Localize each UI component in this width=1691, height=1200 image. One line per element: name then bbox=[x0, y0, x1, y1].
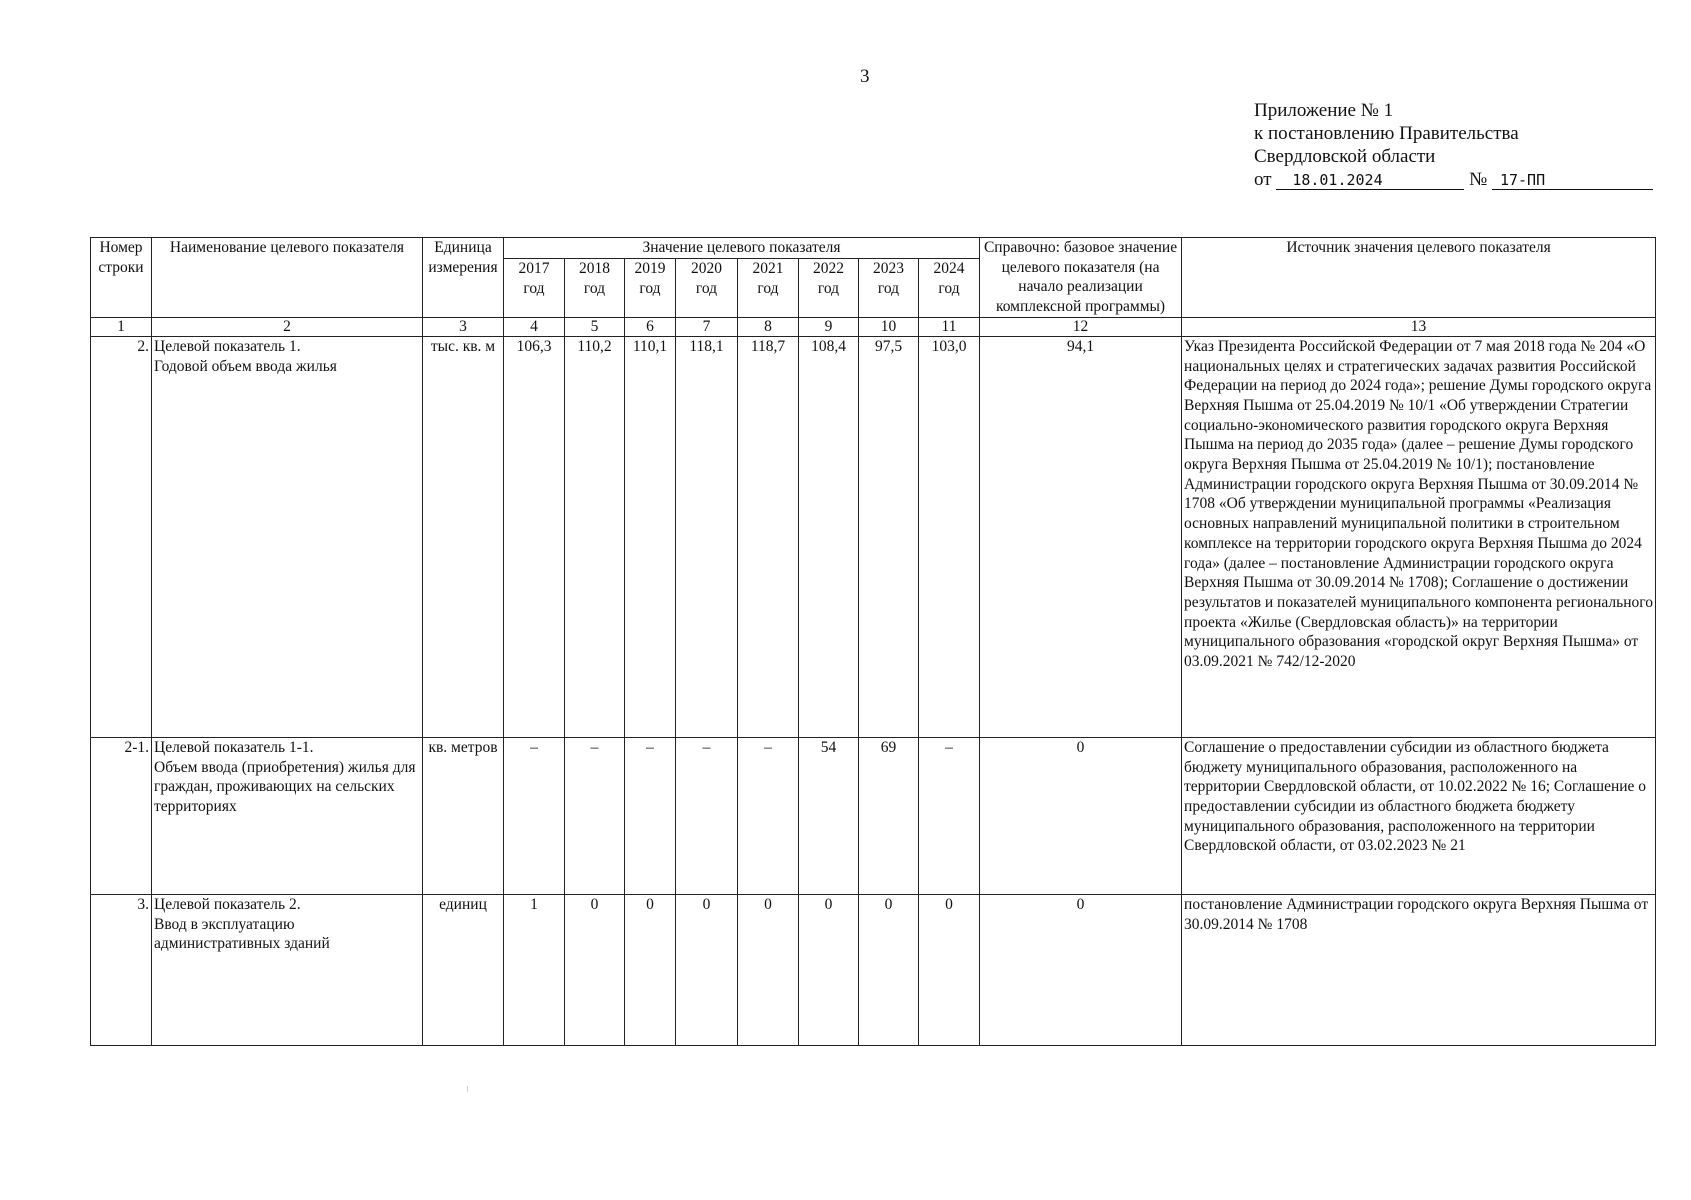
baseline-value: 0 bbox=[980, 737, 1182, 894]
header-row-number: Номер строки bbox=[91, 238, 152, 318]
resolution-number: 17-ПП bbox=[1492, 171, 1653, 190]
column-number: 12 bbox=[980, 317, 1182, 336]
page-number: 3 bbox=[860, 66, 870, 87]
header-year: 2018 год bbox=[565, 259, 625, 318]
year-value: – bbox=[504, 737, 565, 894]
column-number: 13 bbox=[1182, 317, 1656, 336]
source-text: Соглашение о предоставлении субсидии из областного бюджета бюджету муниципального образования, расположенного на территории Свердловской области, от 10.02.2022 № 16; Соглашение о предоставлении субсидии из областного бюджета бюджету муниципального образования, расположенного на территории Свердловской области, от 03.02.2023 № 21 bbox=[1182, 737, 1656, 894]
year-value: 1 bbox=[504, 894, 565, 1045]
column-number: 11 bbox=[919, 317, 980, 336]
year-value: 118,7 bbox=[738, 336, 799, 737]
column-number: 5 bbox=[565, 317, 625, 336]
appendix-region: Свердловской области bbox=[1254, 146, 1436, 167]
year-value: 108,4 bbox=[799, 336, 859, 737]
header-year: 2017 год bbox=[504, 259, 565, 318]
year-value: – bbox=[738, 737, 799, 894]
header-row bbox=[91, 238, 1656, 259]
column-number: 1 bbox=[91, 317, 152, 336]
indicators-table bbox=[90, 237, 1656, 1046]
year-value: 0 bbox=[919, 894, 980, 1045]
year-value: – bbox=[625, 737, 676, 894]
indicator-name bbox=[152, 894, 423, 1045]
year-value: 110,1 bbox=[625, 336, 676, 737]
column-number: 7 bbox=[676, 317, 738, 336]
indicator-title: Целевой показатель 1-1. bbox=[154, 738, 314, 756]
header-value-group: Значение целевого показателя bbox=[504, 238, 980, 259]
column-number: 9 bbox=[799, 317, 859, 336]
column-number: 10 bbox=[859, 317, 919, 336]
year-value: 110,2 bbox=[565, 336, 625, 737]
indicator-description: Объем ввода (приобретения) жилья для граждан, проживающих на сельских территориях bbox=[154, 758, 416, 815]
year-value: 0 bbox=[859, 894, 919, 1045]
appendix-header bbox=[1254, 99, 1653, 191]
column-number: 2 bbox=[152, 317, 423, 336]
table-row bbox=[91, 336, 1656, 737]
unit: единиц bbox=[423, 894, 504, 1045]
row-number: 2. bbox=[91, 336, 152, 737]
year-value: – bbox=[565, 737, 625, 894]
resolution-date: 18.01.2024 bbox=[1276, 171, 1464, 190]
column-number: 8 bbox=[738, 317, 799, 336]
year-value: 0 bbox=[565, 894, 625, 1045]
indicator-name bbox=[152, 336, 423, 737]
year-value: 97,5 bbox=[859, 336, 919, 737]
year-value: 103,0 bbox=[919, 336, 980, 737]
baseline-value: 94,1 bbox=[980, 336, 1182, 737]
column-number: 3 bbox=[423, 317, 504, 336]
header-source: Источник значения целевого показателя bbox=[1182, 238, 1656, 318]
table-row bbox=[91, 894, 1656, 1045]
unit: тыс. кв. м bbox=[423, 336, 504, 737]
baseline-value: 0 bbox=[980, 894, 1182, 1045]
indicator-title: Целевой показатель 2. bbox=[154, 895, 301, 913]
source-text: Указ Президента Российской Федерации от 7 мая 2018 года № 204 «О национальных целях и стратегических задачах развития Российской Федерации на период до 2024 года»; решение Думы городского округа Верхняя Пышма от 25.04.2019 № 10/1 «Об утверждении Стратегии социально-экономического развития городского округа Верхняя Пышма на период до 2035 года» (далее – решение Думы городского округа Верхняя Пышма от 25.04.2019 № 10/1); постановление Администрации городского округа Верхняя Пышма от 30.09.2014 № 1708 «Об утверждении муниципальной программы «Реализация основных направлений муниципальной политики в строительном комплексе на территории городского округа Верхняя Пышма до 2024 года» (далее – постановление Администрации городского округа Верхняя Пышма от 30.09.2014 № 1708); Соглашение о достижении результатов и показателей муниципального компонента регионального проекта «Жилье (Свердловская область)» на территории муниципального образования «городской округ Верхняя Пышма» от 03.09.2021 № 742/12-2020 bbox=[1182, 336, 1656, 737]
header-year: 2024 год bbox=[919, 259, 980, 318]
year-value: 118,1 bbox=[676, 336, 738, 737]
appendix-signature-line bbox=[1254, 168, 1653, 191]
appendix-title: Приложение № 1 bbox=[1254, 100, 1394, 121]
header-indicator-name: Наименование целевого показателя bbox=[152, 238, 423, 318]
year-value: – bbox=[676, 737, 738, 894]
indicator-title: Целевой показатель 1. bbox=[154, 337, 301, 355]
indicator-description: Ввод в эксплуатацию административных зданий bbox=[154, 915, 330, 953]
year-value: 0 bbox=[625, 894, 676, 1045]
appendix-subtitle: к постановлению Правительства bbox=[1254, 123, 1519, 144]
header-year: 2023 год bbox=[859, 259, 919, 318]
header-year: 2020 год bbox=[676, 259, 738, 318]
header-year: 2021 год bbox=[738, 259, 799, 318]
scan-artifact bbox=[467, 1086, 468, 1092]
header-unit: Единица измерения bbox=[423, 238, 504, 318]
number-label: № bbox=[1469, 169, 1488, 190]
year-value: 106,3 bbox=[504, 336, 565, 737]
source-text: постановление Администрации городского округа Верхняя Пышма от 30.09.2014 № 1708 bbox=[1182, 894, 1656, 1045]
column-numbers-row bbox=[91, 317, 1656, 336]
row-number: 3. bbox=[91, 894, 152, 1045]
year-value: – bbox=[919, 737, 980, 894]
from-label: от bbox=[1254, 169, 1272, 190]
header-baseline: Справочно: базовое значение целевого показателя (на начало реализации комплексной программы) bbox=[980, 238, 1182, 318]
year-value: 54 bbox=[799, 737, 859, 894]
unit: кв. метров bbox=[423, 737, 504, 894]
table-row bbox=[91, 737, 1656, 894]
indicator-description: Годовой объем ввода жилья bbox=[154, 357, 337, 375]
year-value: 0 bbox=[738, 894, 799, 1045]
indicator-name bbox=[152, 737, 423, 894]
column-number: 4 bbox=[504, 317, 565, 336]
year-value: 0 bbox=[676, 894, 738, 1045]
year-value: 0 bbox=[799, 894, 859, 1045]
header-year: 2022 год bbox=[799, 259, 859, 318]
column-number: 6 bbox=[625, 317, 676, 336]
row-number: 2-1. bbox=[91, 737, 152, 894]
year-value: 69 bbox=[859, 737, 919, 894]
header-year: 2019 год bbox=[625, 259, 676, 318]
